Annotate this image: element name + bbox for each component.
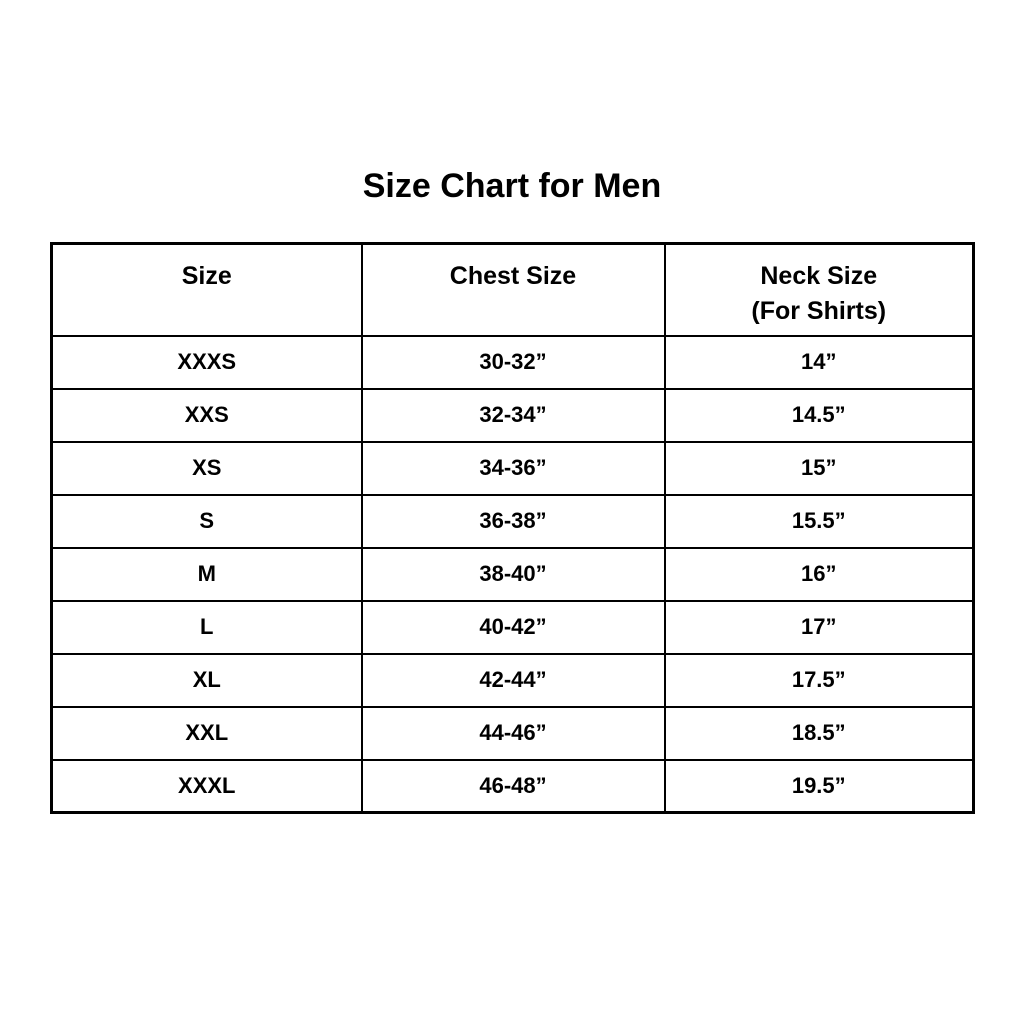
page-title: Size Chart for Men xyxy=(362,167,662,205)
chest-size-cell: 30-32” xyxy=(362,336,665,389)
size-cell: XXXS xyxy=(52,336,362,389)
table-header xyxy=(52,244,974,336)
size-cell: XXL xyxy=(52,707,362,760)
size-cell: L xyxy=(52,601,362,654)
neck-size-cell: 16” xyxy=(665,548,974,601)
size-cell: XXS xyxy=(52,389,362,442)
header-neck-size-label: Neck Size xyxy=(760,262,878,290)
chest-size-cell: 46-48” xyxy=(362,760,665,813)
chest-size-cell: 32-34” xyxy=(362,389,665,442)
table-row xyxy=(52,442,974,495)
size-cell: XS xyxy=(52,442,362,495)
table-row xyxy=(52,760,974,813)
neck-size-cell: 19.5” xyxy=(665,760,974,813)
header-neck-size-sublabel: (For Shirts) xyxy=(751,297,887,325)
size-cell: XL xyxy=(52,654,362,707)
table-row xyxy=(52,707,974,760)
header-row xyxy=(52,244,974,336)
header-cell-neck-size xyxy=(665,244,974,336)
size-cell: S xyxy=(52,495,362,548)
table-row xyxy=(52,389,974,442)
chest-size-cell: 34-36” xyxy=(362,442,665,495)
neck-size-cell: 18.5” xyxy=(665,707,974,760)
chest-size-cell: 44-46” xyxy=(362,707,665,760)
table-body xyxy=(52,336,974,813)
neck-size-cell: 15.5” xyxy=(665,495,974,548)
table-row xyxy=(52,601,974,654)
chest-size-cell: 40-42” xyxy=(362,601,665,654)
chest-size-cell: 42-44” xyxy=(362,654,665,707)
size-cell: XXXL xyxy=(52,760,362,813)
neck-size-cell: 14.5” xyxy=(665,389,974,442)
chest-size-cell: 36-38” xyxy=(362,495,665,548)
size-chart-table xyxy=(50,242,975,814)
neck-size-cell: 15” xyxy=(665,442,974,495)
table-row xyxy=(52,495,974,548)
size-cell: M xyxy=(52,548,362,601)
table-row xyxy=(52,548,974,601)
table-row xyxy=(52,336,974,389)
neck-size-cell: 17.5” xyxy=(665,654,974,707)
header-cell-size: Size xyxy=(52,244,362,336)
header-cell-chest-size: Chest Size xyxy=(362,244,665,336)
neck-size-cell: 14” xyxy=(665,336,974,389)
chest-size-cell: 38-40” xyxy=(362,548,665,601)
neck-size-cell: 17” xyxy=(665,601,974,654)
table-row xyxy=(52,654,974,707)
